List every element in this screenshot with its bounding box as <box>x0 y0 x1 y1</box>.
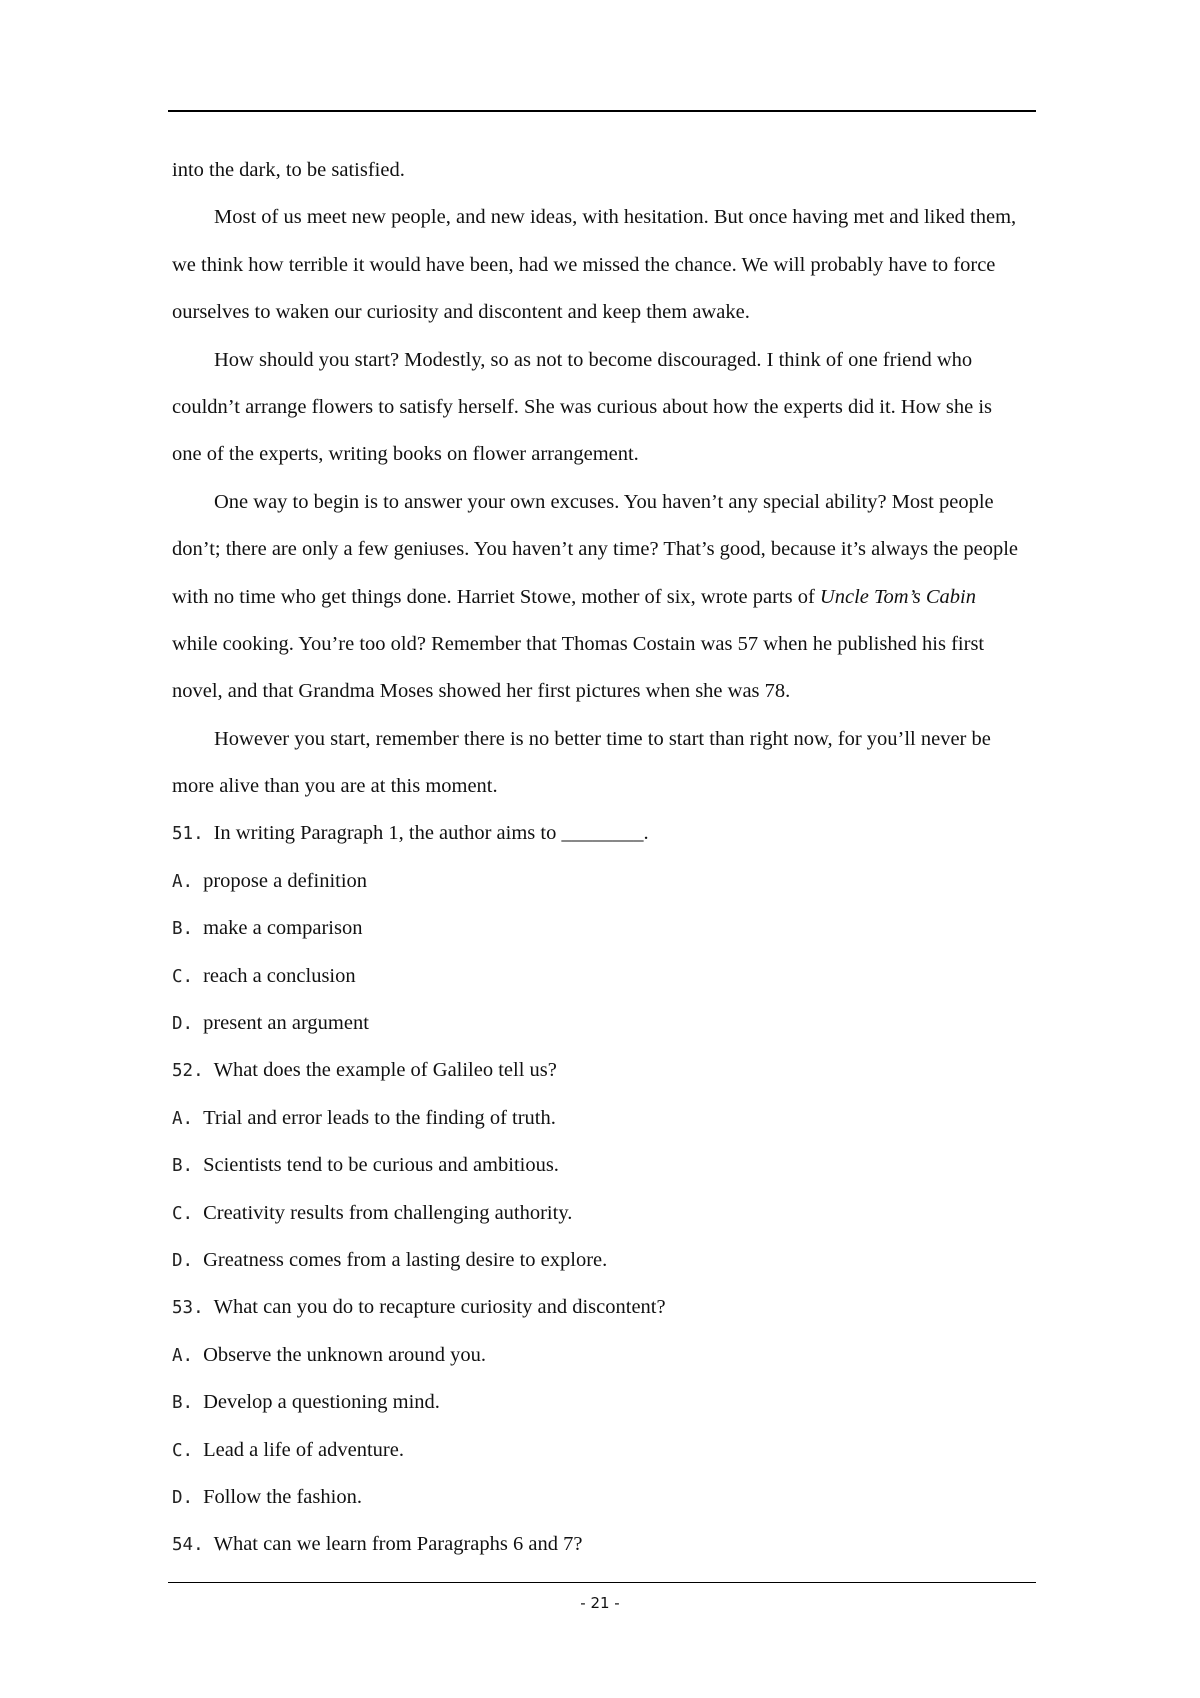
question-number: 52. <box>172 1061 204 1082</box>
answer-option[interactable] <box>172 1007 1036 1054</box>
option-letter: A. <box>172 1345 194 1366</box>
passage-line <box>172 581 1036 628</box>
question-text: What can we learn from Paragraphs 6 and 7? <box>213 1533 583 1556</box>
question-number: 54. <box>172 1535 204 1556</box>
page-number: - 21 - <box>580 1594 620 1612</box>
option-text: Greatness comes from a lasting desire to explore. <box>203 1248 608 1271</box>
question-stem <box>172 817 1036 864</box>
answer-option[interactable] <box>172 1149 1036 1196</box>
question-stem <box>172 1528 1036 1575</box>
passage-line: ourselves to waken our curiosity and discontent and keep them awake. <box>172 301 750 324</box>
option-text: Creativity results from challenging authority. <box>203 1201 573 1224</box>
question-text: What does the example of Galileo tell us? <box>213 1059 557 1082</box>
passage-text: with no time who get things done. Harriet Stowe, mother of six, wrote parts of <box>172 585 820 608</box>
answer-option[interactable] <box>172 912 1036 959</box>
option-letter: A. <box>172 1108 194 1129</box>
option-letter: C. <box>172 1203 194 1224</box>
footer-rule <box>168 1582 1036 1583</box>
question-number: 53. <box>172 1298 204 1319</box>
option-text: present an argument <box>203 1012 369 1035</box>
answer-option[interactable] <box>172 1102 1036 1149</box>
answer-option[interactable] <box>172 960 1036 1007</box>
passage-line: we think how terrible it would have been, had we missed the chance. We will probably have to force <box>172 253 996 276</box>
answer-option[interactable] <box>172 1481 1036 1528</box>
question-text: What can you do to recapture curiosity and discontent? <box>213 1296 666 1319</box>
option-text: reach a conclusion <box>203 964 356 987</box>
passage-line: One way to begin is to answer your own excuses. You haven’t any special ability? Most people <box>214 490 994 513</box>
option-text: Trial and error leads to the finding of truth. <box>203 1106 556 1129</box>
answer-option[interactable] <box>172 1244 1036 1291</box>
passage-line: into the dark, to be satisfied. <box>172 159 405 181</box>
passage-line: However you start, remember there is no better time to start than right now, for you’ll never be <box>214 727 991 750</box>
question-number: 51. <box>172 824 204 845</box>
passage-line: more alive than you are at this moment. <box>172 775 498 798</box>
answer-option[interactable] <box>172 1434 1036 1481</box>
option-text: Lead a life of adventure. <box>203 1438 404 1461</box>
option-text: Follow the fashion. <box>203 1485 362 1508</box>
passage-line: one of the experts, writing books on flower arrangement. <box>172 443 639 466</box>
book-title: Uncle Tom’s Cabin <box>819 585 976 608</box>
page-content <box>172 154 1036 1576</box>
option-text: Scientists tend to be curious and ambitious. <box>203 1154 559 1177</box>
passage-line: while cooking. You’re too old? Remember that Thomas Costain was 57 when he published his first <box>172 632 985 655</box>
option-letter: B. <box>172 1393 194 1414</box>
option-letter: D. <box>172 1250 194 1271</box>
question-text: In writing Paragraph 1, the author aims to ________. <box>213 822 649 845</box>
option-letter: B. <box>172 1156 194 1177</box>
answer-option[interactable] <box>172 1197 1036 1244</box>
passage-line: couldn’t arrange flowers to satisfy herself. She was curious about how the experts did it. How she is <box>172 395 993 418</box>
passage-line: Most of us meet new people, and new ideas, with hesitation. But once having met and liked them, <box>214 206 1017 229</box>
option-letter: D. <box>172 1014 194 1035</box>
option-letter: A. <box>172 871 194 892</box>
option-letter: C. <box>172 1440 194 1461</box>
option-letter: B. <box>172 919 194 940</box>
option-text: Observe the unknown around you. <box>203 1343 487 1366</box>
option-text: propose a definition <box>203 869 368 892</box>
question-stem <box>172 1054 1036 1101</box>
answer-option[interactable] <box>172 1386 1036 1433</box>
answer-option[interactable] <box>172 865 1036 912</box>
passage-line: don’t; there are only a few geniuses. You haven’t any time? That’s good, because it’s always the people <box>172 538 1018 561</box>
passage-line: How should you start? Modestly, so as not to become discouraged. I think of one friend who <box>214 348 973 371</box>
option-text: make a comparison <box>203 917 363 940</box>
header-rule <box>168 110 1036 112</box>
passage-line: novel, and that Grandma Moses showed her first pictures when she was 78. <box>172 680 791 703</box>
option-text: Develop a questioning mind. <box>203 1391 440 1414</box>
question-stem <box>172 1291 1036 1338</box>
option-letter: C. <box>172 966 194 987</box>
answer-option[interactable] <box>172 1339 1036 1386</box>
option-letter: D. <box>172 1487 194 1508</box>
